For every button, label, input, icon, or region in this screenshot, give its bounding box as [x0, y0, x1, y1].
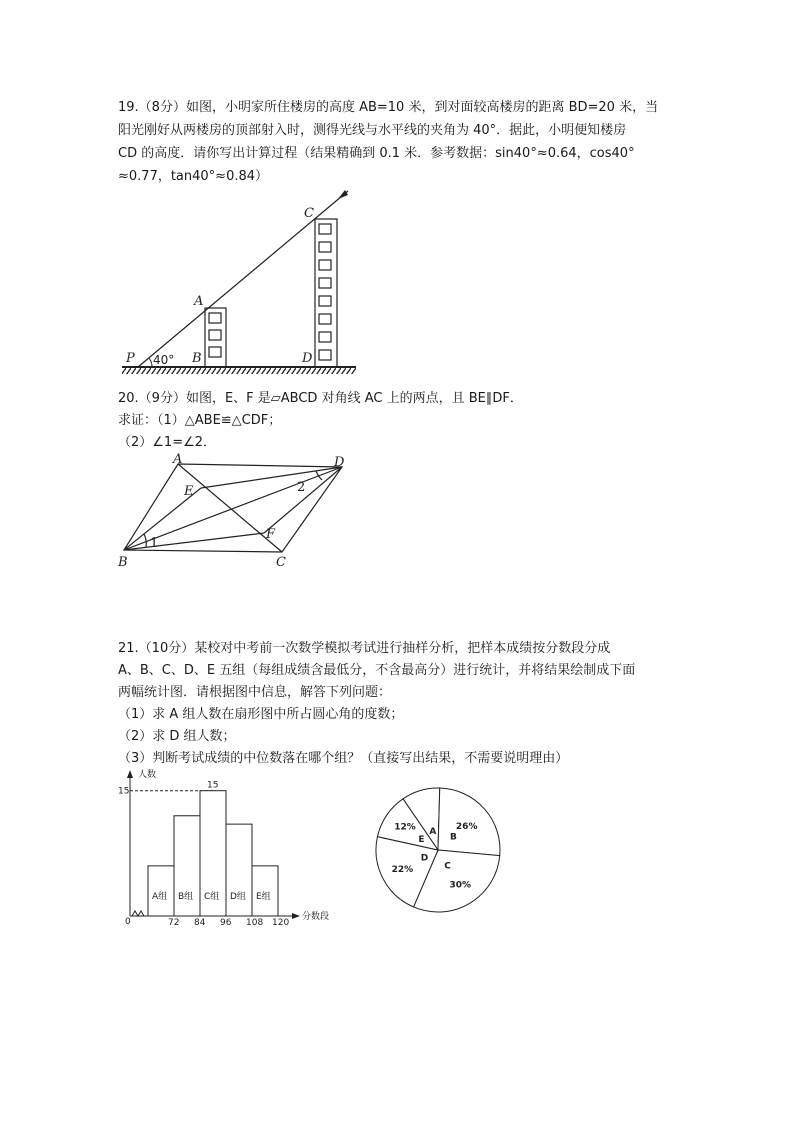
label-angle-2: 2: [297, 480, 306, 495]
bar-E组: [252, 866, 278, 916]
pie-percent-label: 22%: [391, 865, 414, 876]
slices-group: [376, 788, 500, 912]
q21-line: 21.（10分）某校对中考前一次数学模拟考试进行抽样分析，把样本成绩按分数段分成: [118, 641, 611, 656]
building-cd: [315, 219, 337, 367]
label-f: F: [266, 527, 276, 542]
x-tick-label: 96: [220, 918, 232, 928]
bar-category-label: D组: [230, 892, 246, 902]
y-tick-label: 15: [118, 786, 130, 797]
label-c: C: [276, 555, 286, 570]
pie-percent-label: 30%: [449, 880, 472, 891]
label-c: C: [304, 206, 314, 221]
label-a: A: [194, 294, 204, 309]
light-ray: [138, 191, 348, 367]
q19-figure: [116, 186, 376, 376]
angle-arc: [149, 358, 152, 367]
label-e: E: [184, 484, 194, 499]
axis-break: [132, 911, 144, 916]
pie-slice-letter: B: [449, 832, 457, 843]
label-a: A: [173, 452, 183, 467]
bar-top-label: 15: [207, 780, 219, 791]
q20-figure: [116, 454, 356, 574]
q21-line: （2）求 D 组人数；: [118, 729, 236, 744]
x-tick-label: 72: [168, 918, 180, 928]
pie-chart: [368, 780, 508, 920]
q21-line: （1）求 A 组人数在扇形图中所占圆心角的度数；: [118, 707, 404, 722]
label-angle-1: 1: [150, 536, 159, 551]
ground-hatch: [122, 367, 356, 374]
pie-slice-letter: A: [429, 826, 437, 837]
x-tick-label: 108: [246, 918, 264, 928]
y-axis-label: 人数: [138, 770, 157, 780]
pie-slice-letter: D: [420, 853, 429, 864]
pie-slice-letter: C: [444, 861, 451, 872]
histogram-chart: [116, 768, 336, 928]
q21-line: （3）判断考试成绩的中位数落在哪个组？（直接写出结果，不需要说明理由）: [118, 751, 569, 766]
pie-percent-label: 26%: [455, 822, 478, 833]
origin-label: 0: [125, 917, 131, 927]
label-b: B: [192, 351, 202, 366]
angle-1-arc: [144, 534, 146, 547]
pie-slice-letter: E: [418, 834, 425, 845]
ray-arrowhead: [338, 190, 348, 199]
bar-D组: [226, 824, 252, 916]
bar-category-label: C组: [204, 892, 220, 902]
bar-category-label: E组: [256, 892, 271, 902]
q19-line: CD 的高度．请你写出计算过程（结果精确到 0.1 米．参考数据：sin40°≈0.64，cos40°: [118, 146, 635, 161]
x-axis-label: 分数段: [302, 912, 330, 922]
y-axis-arrow: [127, 770, 133, 778]
label-angle-40: 40°: [153, 353, 175, 367]
bar-category-label: B组: [178, 892, 194, 902]
q19-line: 阳光刚好从两楼房的顶部射入时，测得光线与水平线的夹角为 40°．据此，小明便知楼房: [118, 123, 627, 138]
bars-group: [118, 781, 289, 928]
q19-line: ≈0.77，tan40°≈0.84）: [118, 169, 269, 184]
q20-line: 求证：（1）△ABE≌△CDF；: [118, 413, 282, 428]
bar-A组: [148, 866, 174, 916]
label-d: D: [302, 351, 313, 366]
label-p: P: [126, 351, 135, 366]
label-d: D: [334, 455, 345, 470]
label-b: B: [118, 555, 128, 570]
building-ab: [205, 308, 226, 367]
q20-line: 20.（9分）如图，E、F 是▱ABCD 对角线 AC 上的两点，且 BE∥DF．: [118, 391, 523, 406]
x-tick-label: 84: [194, 918, 206, 928]
x-axis-arrow: [292, 913, 300, 919]
q21-line: A、B、C、D、E 五组（每组成绩含最低分，不含最高分）进行统计，并将结果绘制成下面: [118, 663, 636, 678]
bar-category-label: A组: [152, 892, 168, 902]
q21-line: 两幅统计图．请根据图中信息，解答下列问题：: [118, 685, 392, 700]
q20-line: （2）∠1=∠2．: [118, 435, 217, 450]
pie-percent-label: 12%: [394, 822, 416, 833]
x-tick-label: 120: [272, 918, 290, 928]
q19-line: 19.（8分）如图，小明家所住楼房的高度 AB=10 米，到对面较高楼房的距离 BD=20 米，当: [118, 100, 659, 115]
